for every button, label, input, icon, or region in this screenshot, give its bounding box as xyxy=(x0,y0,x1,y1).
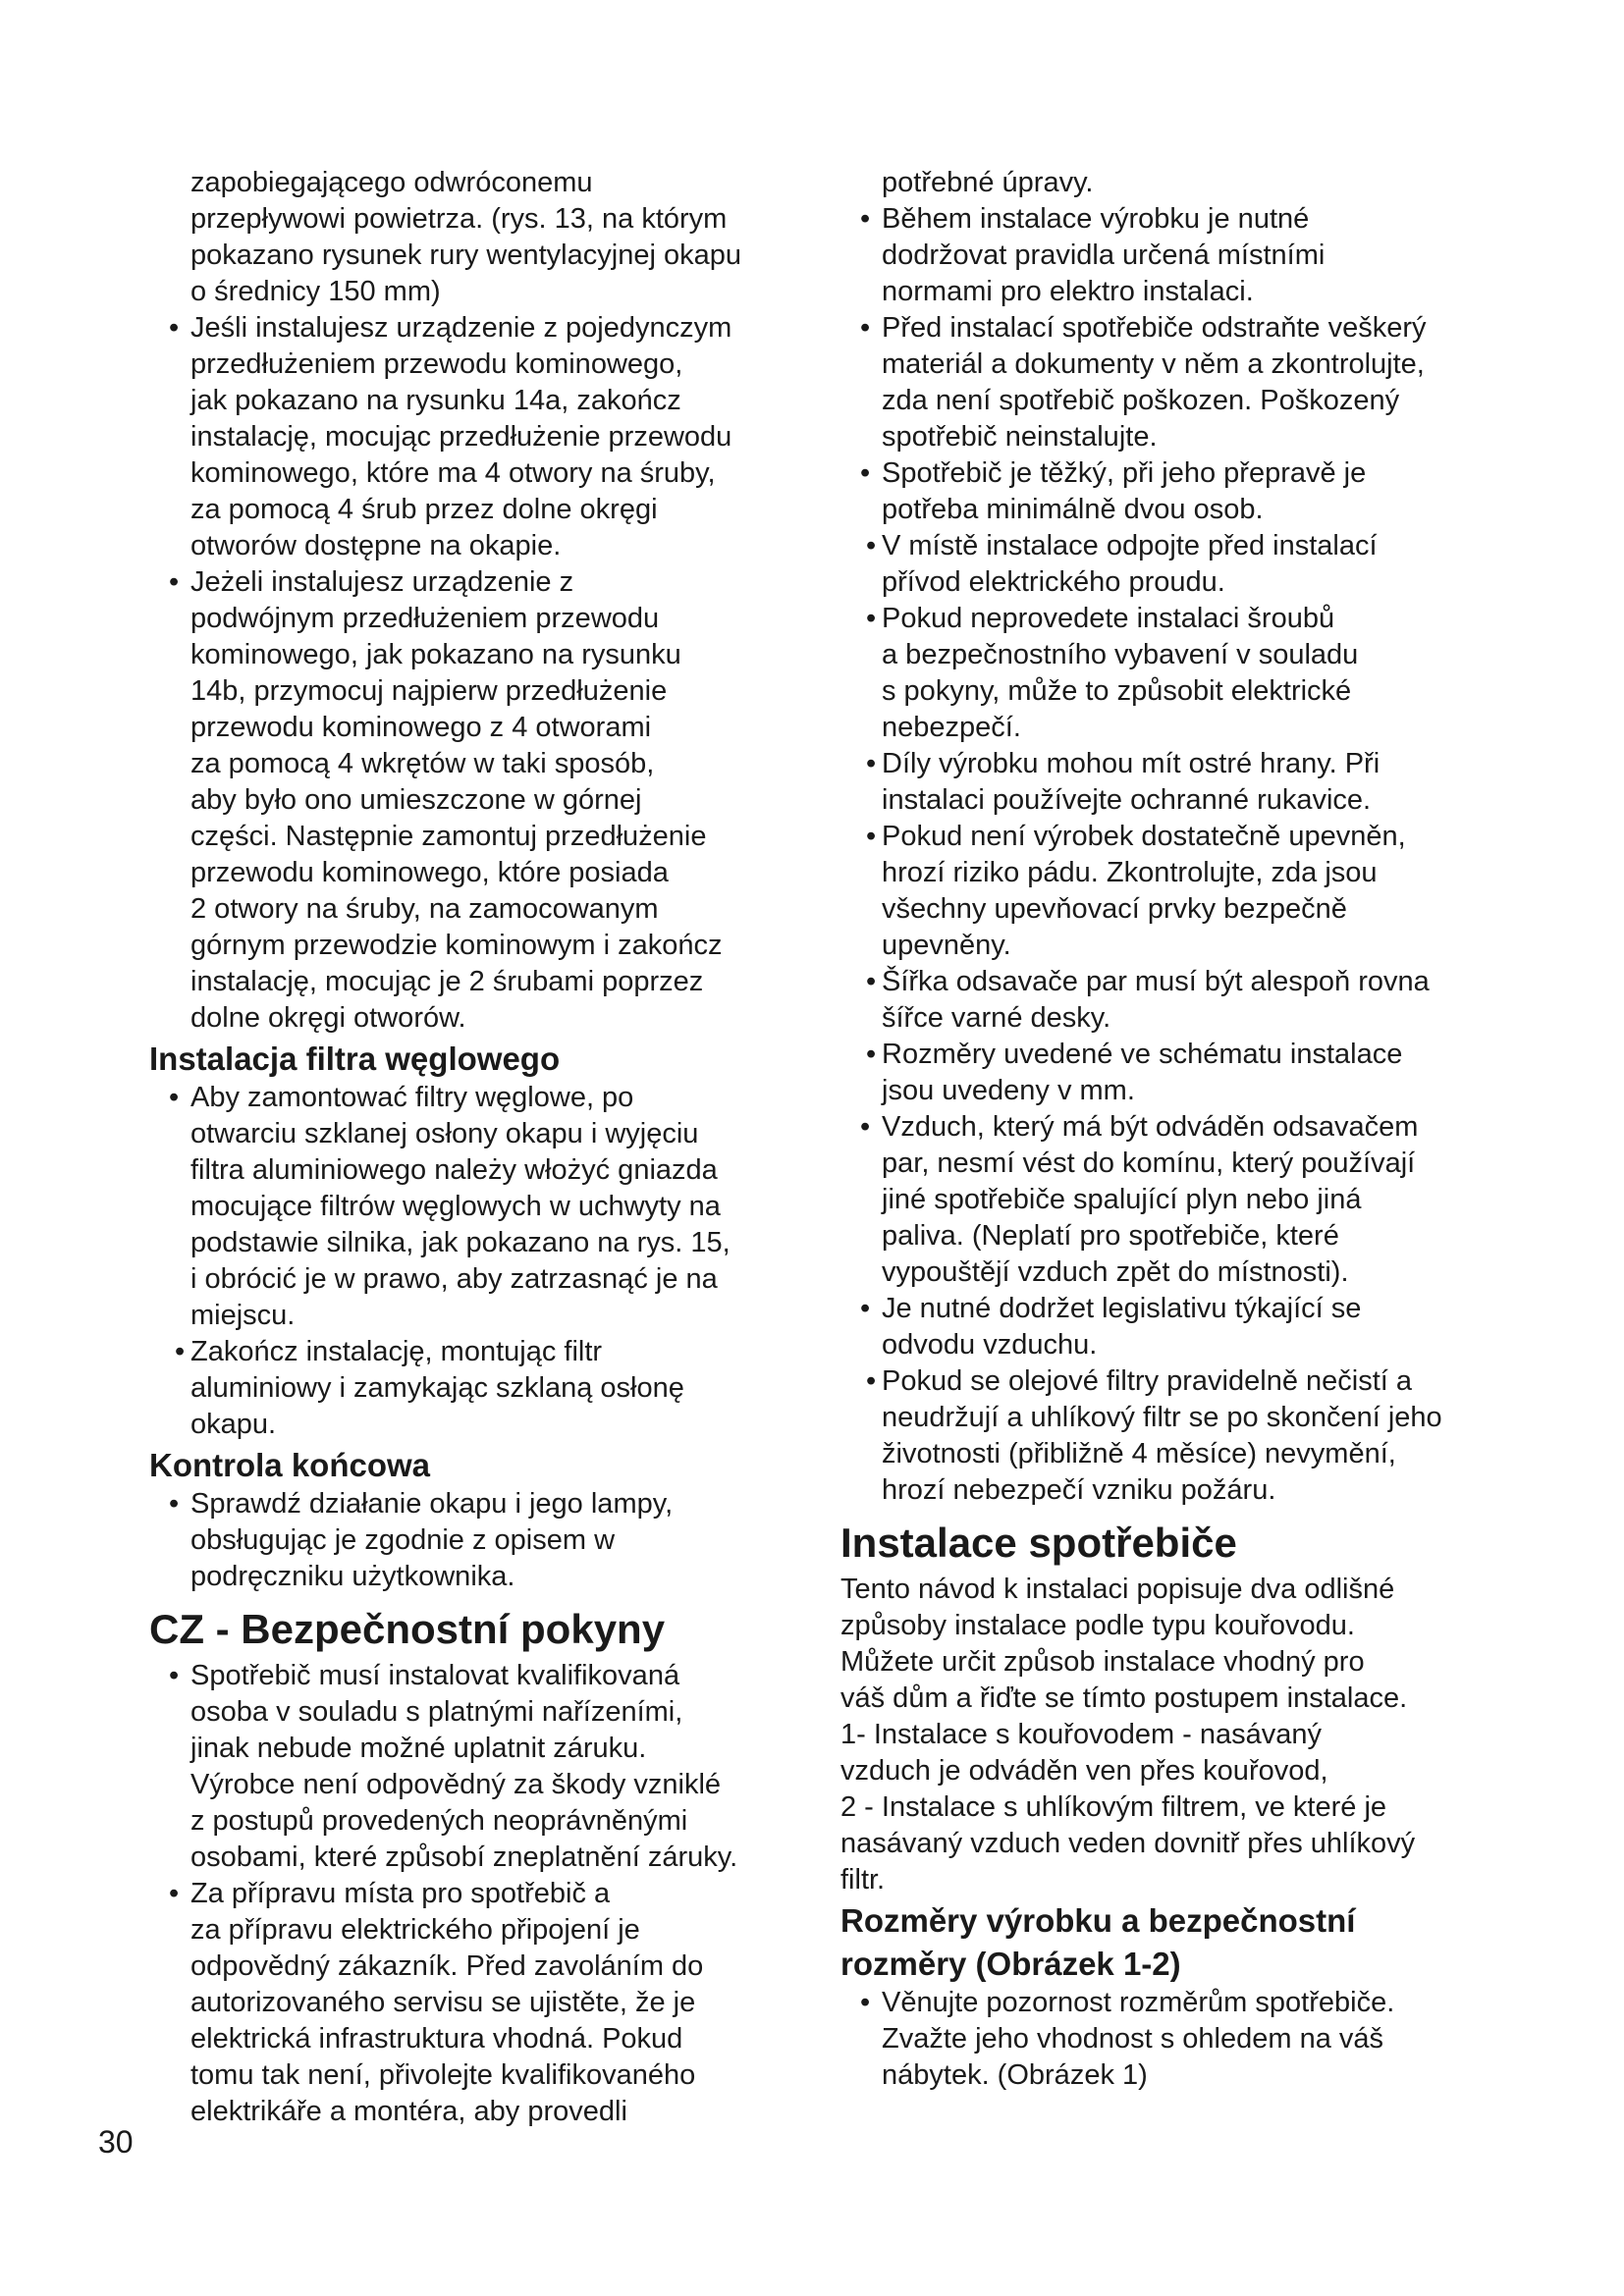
bullet-marker: • xyxy=(860,203,871,235)
bullet-item-continuation: jinak nebude možné uplatnit záruku. xyxy=(190,1733,647,1764)
bullet-item-continuation: filtra aluminiowego należy włożyć gniazda xyxy=(190,1154,718,1186)
paragraph-line: filtr. xyxy=(840,1864,886,1896)
bullet-item-continuation: i obrócić je w prawo, aby zatrzasnąć je na xyxy=(190,1263,718,1295)
paragraph-line: o średnicy 150 mm) xyxy=(190,276,441,307)
bullet-item-continuation: przewodu kominowego, które posiada xyxy=(190,857,669,888)
bullet-item-continuation: instalaci používejte ochranné rukavice. xyxy=(882,784,1372,816)
bullet-item-continuation: podwójnym przedłużeniem przewodu xyxy=(190,603,660,634)
bullet-marker: • xyxy=(860,457,871,489)
bullet-item-continuation: za přípravu elektrického připojení je xyxy=(190,1914,640,1946)
section-heading-final-check: Kontrola końcowa xyxy=(149,1447,431,1483)
bullet-item-continuation: paliva. (Neplatí pro spotřebiče, které xyxy=(882,1220,1339,1252)
bullet-item-continuation: kominowego, jak pokazano na rysunku xyxy=(190,639,681,670)
bullet-marker: • xyxy=(866,530,877,561)
paragraph-line: 2 - Instalace s uhlíkovým filtrem, ve které je xyxy=(840,1791,1387,1823)
bullet-marker: • xyxy=(860,1111,871,1143)
bullet-marker: • xyxy=(866,603,877,634)
bullet-item-continuation: jiné spotřebiče spalující plyn nebo jiná xyxy=(882,1184,1362,1215)
bullet-item-continuation: aby było ono umieszczone w górnej xyxy=(190,784,642,816)
bullet-item-continuation: všechny upevňovací prvky bezpečně xyxy=(882,893,1347,925)
bullet-item: • Během instalace výrobku je nutné xyxy=(840,201,1489,238)
bullet-marker: • xyxy=(866,966,877,997)
bullet-item-continuation: a bezpečnostního vybavení v souladu xyxy=(882,639,1359,670)
left-column xyxy=(149,165,797,2130)
paragraph-line: zapobiegającego odwróconemu xyxy=(190,167,593,198)
bullet-marker: • xyxy=(866,748,877,779)
bullet-item-continuation: przedłużeniem przewodu kominowego, xyxy=(190,348,683,380)
bullet-item: • Věnujte pozornost rozměrům spotřebiče. xyxy=(840,1985,1489,2021)
bullet-item-continuation: 14b, przymocuj najpierw przedłużenie xyxy=(190,675,668,707)
bullet-item-continuation: elektrická infrastruktura vhodná. Pokud xyxy=(190,2023,683,2055)
bullet-item: • Pokud se olejové filtry pravidelně nečistí a xyxy=(840,1363,1489,1400)
bullet-item-continuation: odvodu vzduchu. xyxy=(882,1329,1098,1361)
bullet-item-continuation: hrozí nebezpečí vzniku požáru. xyxy=(882,1474,1276,1506)
paragraph-line: potřebné úpravy. xyxy=(882,167,1094,198)
bullet-item-continuation: nebezpečí. xyxy=(882,712,1021,743)
bullet-marker: • xyxy=(169,1878,180,1909)
paragraph-line: 1- Instalace s kouřovodem - nasávaný xyxy=(840,1719,1323,1750)
bullet-item: • Sprawdź działanie okapu i jego lampy, xyxy=(149,1486,797,1522)
paragraph-line: váš dům a řiďte se tímto postupem instalace. xyxy=(840,1682,1408,1714)
bullet-item-continuation: jsou uvedeny v mm. xyxy=(882,1075,1135,1106)
bullet-marker: • xyxy=(860,312,871,344)
bullet-item: • V místě instalace odpojte před instalací xyxy=(840,528,1489,564)
bullet-item-continuation: Zvažte jeho vhodnost s ohledem na váš xyxy=(882,2023,1384,2055)
paragraph-line: nasávaný vzduch veden dovnitř přes uhlíkový xyxy=(840,1828,1416,1859)
bullet-item: • Před instalací spotřebiče odstraňte veškerý xyxy=(840,310,1489,347)
bullet-marker: • xyxy=(866,1039,877,1070)
bullet-item-continuation: osobami, které způsobí zneplatnění záruky. xyxy=(190,1842,738,1873)
paragraph-line: způsoby instalace podle typu kouřovodu. xyxy=(840,1610,1355,1641)
bullet-marker: • xyxy=(169,566,180,598)
bullet-item-continuation: neudržují a uhlíkový filtr se po skončení jeho xyxy=(882,1402,1442,1433)
bullet-item-continuation: upevněny. xyxy=(882,930,1011,961)
bullet-item-continuation: za pomocą 4 wkrętów w taki sposób, xyxy=(190,748,655,779)
bullet-item-continuation: otwarciu szklanej osłony okapu i wyjęciu xyxy=(190,1118,699,1149)
bullet-item-continuation: Výrobce není odpovědný za škody vzniklé xyxy=(190,1769,722,1800)
bullet-item-continuation: hrozí riziko pádu. Zkontrolujte, zda jsou xyxy=(882,857,1378,888)
bullet-marker: • xyxy=(169,312,180,344)
paragraph-line: vzduch je odváděn ven přes kouřovod, xyxy=(840,1755,1328,1787)
bullet-item: • Šířka odsavače par musí být alespoň rovna xyxy=(840,964,1489,1000)
bullet-item-continuation: okapu. xyxy=(190,1409,277,1440)
section-heading-carbon-filter: Instalacja filtra węglowego xyxy=(149,1041,561,1077)
bullet-marker: • xyxy=(169,1660,180,1691)
page-number: 30 xyxy=(98,2124,134,2160)
section-heading-cz-safety: CZ - Bezpečnostní pokyny xyxy=(149,1606,666,1652)
bullet-item-continuation: šířce varné desky. xyxy=(882,1002,1111,1034)
bullet-item-continuation: 2 otwory na śruby, na zamocowanym xyxy=(190,893,659,925)
bullet-item-continuation: tomu tak není, přivolejte kvalifikovaného xyxy=(190,2059,696,2091)
right-column xyxy=(840,165,1489,2094)
bullet-item-continuation: normami pro elektro instalaci. xyxy=(882,276,1254,307)
section-heading-dimensions: Rozměry výrobku a bezpečnostní xyxy=(840,1902,1356,1939)
bullet-item: • Pokud není výrobek dostatečně upevněn, xyxy=(840,819,1489,855)
bullet-item-continuation: przewodu kominowego z 4 otworami xyxy=(190,712,652,743)
bullet-item-continuation: osoba v souladu s platnými nařízeními, xyxy=(190,1696,683,1728)
bullet-item-continuation: potřeba minimálně dvou osob. xyxy=(882,494,1264,525)
bullet-item-continuation: z postupů provedených neoprávněnými xyxy=(190,1805,688,1837)
bullet-item-continuation: instalację, mocując je 2 śrubami poprzez xyxy=(190,966,704,997)
bullet-item-continuation: přívod elektrického proudu. xyxy=(882,566,1225,598)
bullet-item-continuation: otworów dostępne na okapie. xyxy=(190,530,562,561)
section-heading-dimensions: rozměry (Obrázek 1-2) xyxy=(840,1946,1181,1982)
section-heading-installation: Instalace spotřebiče xyxy=(840,1520,1237,1566)
bullet-marker: • xyxy=(175,1336,186,1367)
paragraph-line: przepływowi powietrza. (rys. 13, na którym xyxy=(190,203,728,235)
bullet-item-continuation: spotřebič neinstalujte. xyxy=(882,421,1158,453)
bullet-item: • Aby zamontować filtry węglowe, po xyxy=(149,1080,797,1116)
bullet-item-continuation: części. Następnie zamontuj przedłużenie xyxy=(190,821,707,852)
bullet-item-continuation: za pomocą 4 śrub przez dolne okręgi xyxy=(190,494,658,525)
bullet-item-continuation: autorizovaného servisu se ujistěte, že je xyxy=(190,1987,696,2018)
bullet-item-continuation: instalację, mocując przedłużenie przewodu xyxy=(190,421,732,453)
bullet-item: • Rozměry uvedené ve schématu instalace xyxy=(840,1037,1489,1073)
bullet-item-continuation: mocujące filtrów węglowych w uchwyty na xyxy=(190,1191,721,1222)
bullet-item-continuation: obsługując je zgodnie z opisem w xyxy=(190,1524,616,1556)
bullet-marker: • xyxy=(860,1293,871,1324)
bullet-item-continuation: nábytek. (Obrázek 1) xyxy=(882,2059,1148,2091)
bullet-item: • Jeżeli instalujesz urządzenie z xyxy=(149,564,797,601)
bullet-item-continuation: podręczniku użytkownika. xyxy=(190,1561,515,1592)
bullet-item: • Zakończ instalację, montując filtr xyxy=(149,1334,797,1370)
bullet-item-continuation: kominowego, które ma 4 otwory na śruby, xyxy=(190,457,716,489)
bullet-item-continuation: aluminiowy i zamykając szklaną osłonę xyxy=(190,1372,684,1404)
bullet-item-continuation: vypouštějí vzduch zpět do místnosti). xyxy=(882,1256,1349,1288)
bullet-item-continuation: par, nesmí vést do komínu, který používají xyxy=(882,1148,1416,1179)
bullet-item: • Spotřebič je těžký, při jeho přepravě je xyxy=(840,455,1489,492)
bullet-item-continuation: odpovědný zákazník. Před zavoláním do xyxy=(190,1950,704,1982)
bullet-marker: • xyxy=(169,1082,180,1113)
bullet-item-continuation: s pokyny, může to způsobit elektrické xyxy=(882,675,1352,707)
bullet-marker: • xyxy=(866,821,877,852)
paragraph-line: Tento návod k instalaci popisuje dva odlišné xyxy=(840,1574,1395,1605)
bullet-marker: • xyxy=(860,1987,871,2018)
bullet-item-continuation: miejscu. xyxy=(190,1300,296,1331)
bullet-item-continuation: životnosti (přibližně 4 měsíce) nevymění, xyxy=(882,1438,1396,1469)
bullet-item: • Pokud neprovedete instalaci šroubů xyxy=(840,601,1489,637)
bullet-item-continuation: górnym przewodzie kominowym i zakończ xyxy=(190,930,723,961)
bullet-item-continuation: dodržovat pravidla určená místními xyxy=(882,240,1326,271)
bullet-item: • Díly výrobku mohou mít ostré hrany. Při xyxy=(840,746,1489,782)
bullet-marker: • xyxy=(866,1365,877,1397)
bullet-item: • Za přípravu místa pro spotřebič a xyxy=(149,1876,797,1912)
bullet-item-continuation: dolne okręgi otworów. xyxy=(190,1002,466,1034)
bullet-item: • Vzduch, který má být odváděn odsavačem xyxy=(840,1109,1489,1146)
bullet-item: • Spotřebič musí instalovat kvalifikovaná xyxy=(149,1658,797,1694)
bullet-item-continuation: materiál a dokumenty v něm a zkontrolujte, xyxy=(882,348,1425,380)
bullet-item-continuation: zda není spotřebič poškozen. Poškozený xyxy=(882,385,1400,416)
bullet-item-continuation: elektrikáře a montéra, aby provedli xyxy=(190,2096,627,2127)
bullet-item: • Jeśli instalujesz urządzenie z pojedynczym xyxy=(149,310,797,347)
bullet-item: • Je nutné dodržet legislativu týkající se xyxy=(840,1291,1489,1327)
paragraph-line: Můžete určit způsob instalace vhodný pro xyxy=(840,1646,1365,1678)
bullet-marker: • xyxy=(169,1488,180,1520)
bullet-item-continuation: podstawie silnika, jak pokazano na rys. 15, xyxy=(190,1227,731,1258)
bullet-item-continuation: jak pokazano na rysunku 14a, zakończ xyxy=(190,385,681,416)
paragraph-line: pokazano rysunek rury wentylacyjnej okapu xyxy=(190,240,741,271)
